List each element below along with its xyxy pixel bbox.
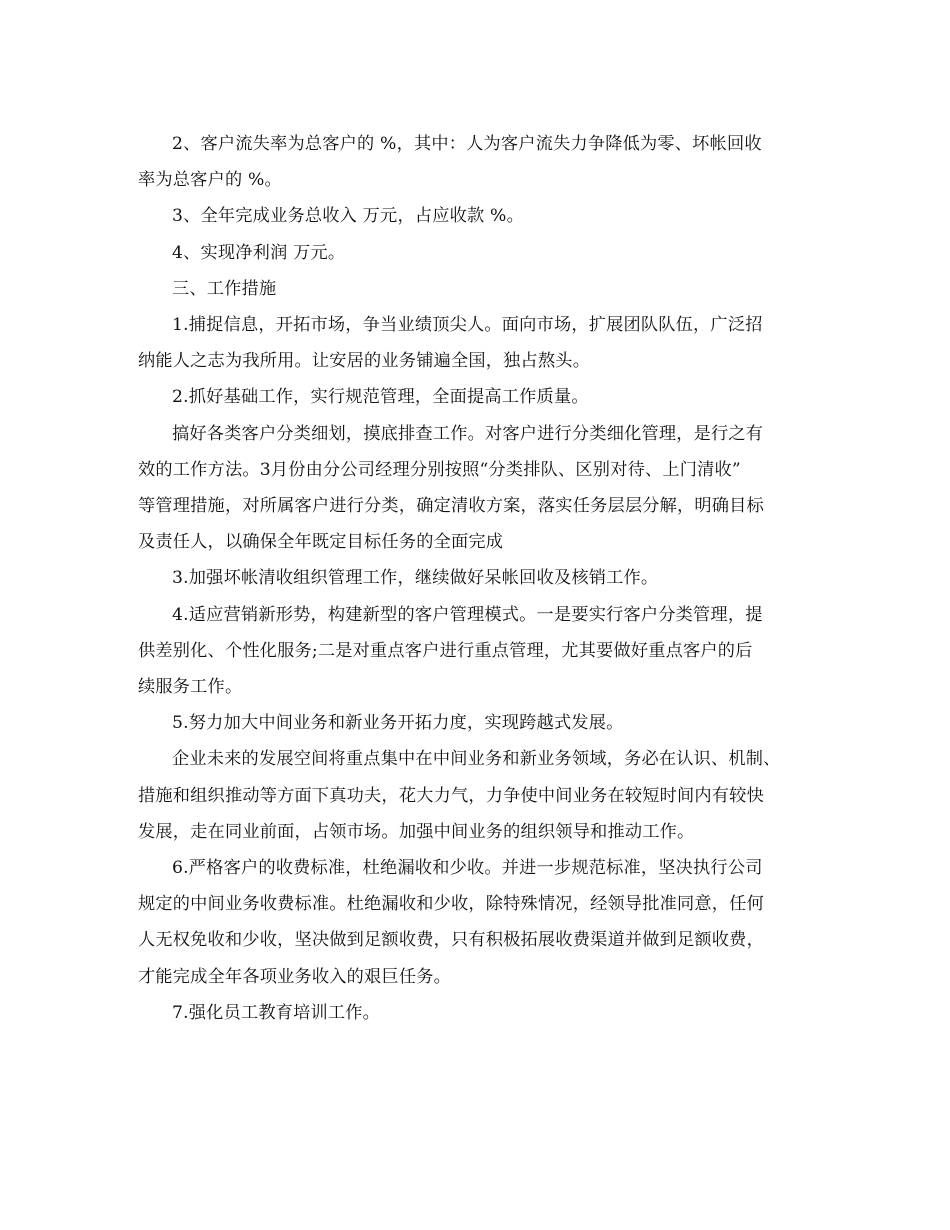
text-line: 续服务工作。	[138, 677, 243, 698]
text-line: 5.努力加大中间业务和新业务开拓力度，实现跨越式发展。	[172, 713, 624, 734]
text-line: 才能完成全年各项业务收入的艰巨任务。	[138, 966, 451, 987]
text-line: 效的工作方法。3月份由分公司经理分别按照“分类排队、区别对待、上门清收”	[138, 459, 741, 480]
document-body	[138, 126, 818, 1031]
text-line: 1.捕捉信息，开拓市场，争当业绩顶尖人。面向市场，扩展团队队伍，广泛招	[172, 315, 763, 336]
text-line: 纳能人之志为我所用。让安居的业务铺遍全国，独占熬头。	[138, 351, 591, 372]
text-line: 3、全年完成业务总收入 万元，占应收款 %。	[172, 206, 524, 227]
text-line: 规定的中间业务收费标准。杜绝漏收和少收，除特殊情况，经领导批准同意，任何	[138, 894, 764, 915]
text-line: 4.适应营销新形势，构建新型的客户管理模式。一是要实行客户分类管理，提	[172, 604, 763, 625]
text-line: 2、客户流失率为总客户的 %，其中：人为客户流失力争降低为零、坏帐回收	[172, 134, 762, 154]
text-line: 4、实现净利润 万元。	[172, 242, 346, 263]
document-text	[138, 126, 818, 1031]
text-line: 措施和组织推动等方面下真功夫，花大力气，力争使中间业务在较短时间内有较快	[138, 785, 764, 806]
text-line: 及责任人，以确保全年既定目标任务的全面完成	[138, 532, 504, 553]
text-line: 三、工作措施	[172, 278, 277, 299]
text-line: 人无权免收和少收，坚决做到足额收费，只有积极拓展收费渠道并做到足额收费，	[138, 930, 764, 951]
text-line: 2.抓好基础工作，实行规范管理，全面提高工作质量。	[172, 387, 589, 408]
text-line: 6.严格客户的收费标准，杜绝漏收和少收。并进一步规范标准，坚决执行公司	[172, 858, 763, 879]
text-line: 供差别化、个性化服务;二是对重点客户进行重点管理，尤其要做好重点客户的后	[138, 640, 753, 661]
text-line: 率为总客户的 %。	[138, 170, 282, 191]
text-line: 7.强化员工教育培训工作。	[172, 1002, 381, 1023]
text-line: 3.加强坏帐清收组织管理工作，继续做好呆帐回收及核销工作。	[172, 568, 659, 589]
text-line: 搞好各类客户分类细划，摸底排查工作。对客户进行分类细化管理，是行之有	[172, 423, 764, 444]
text-line: 等管理措施，对所属客户进行分类，确定清收方案，落实任务层层分解，明确目标	[138, 496, 764, 517]
text-line: 企业未来的发展空间将重点集中在中间业务和新业务领域，务必在认识、机制、	[172, 749, 781, 770]
text-line: 发展，走在同业前面，占领市场。加强中间业务的组织领导和推动工作。	[138, 821, 695, 842]
